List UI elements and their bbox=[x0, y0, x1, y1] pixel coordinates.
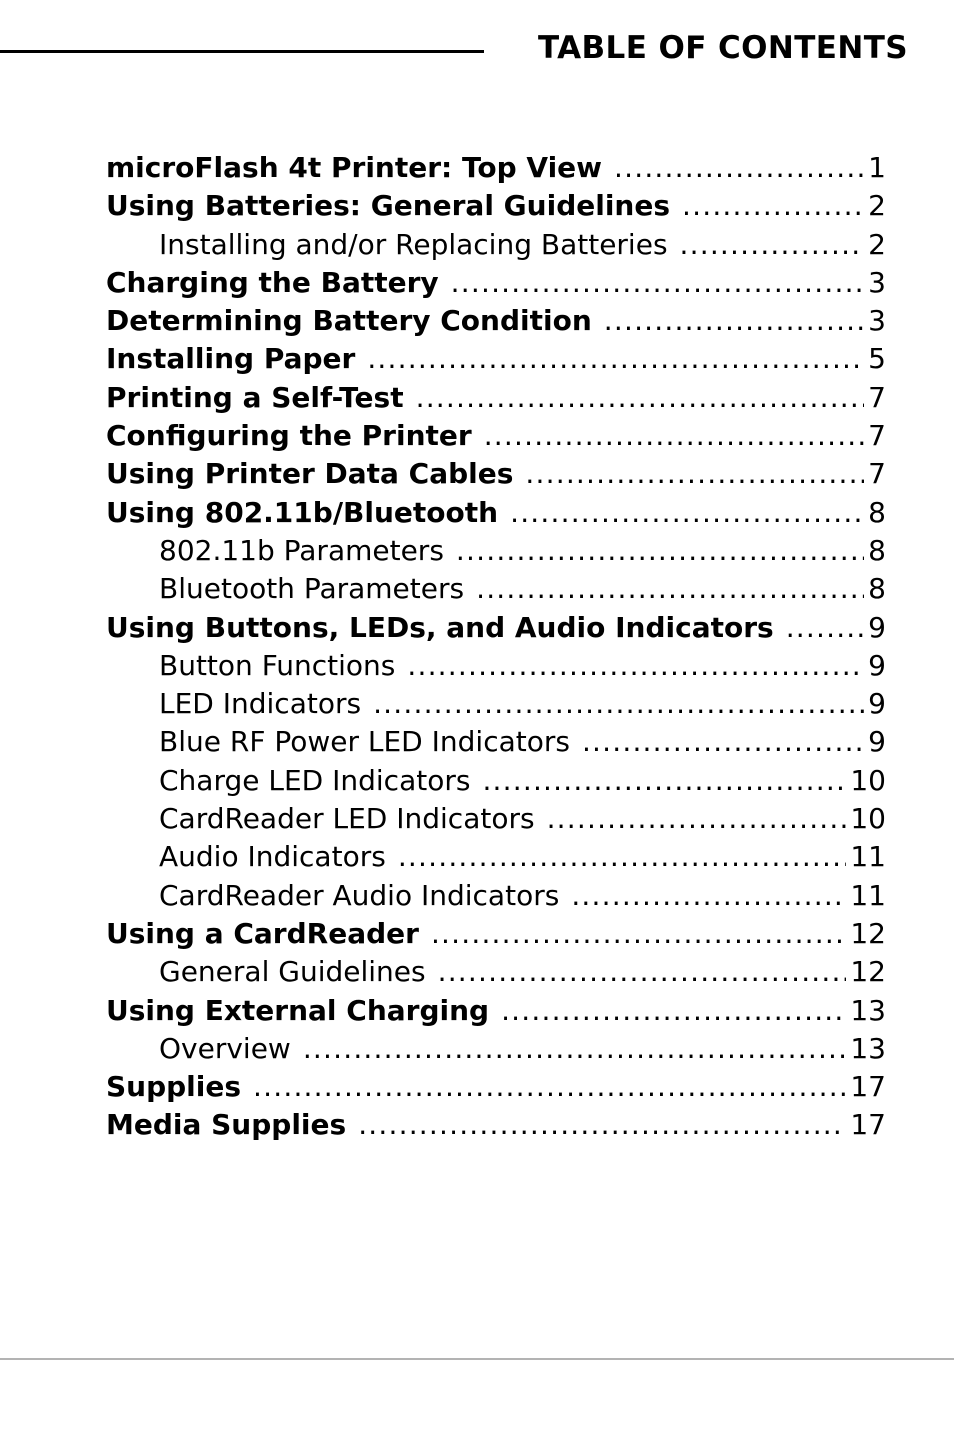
toc-entry-page-number: 9 bbox=[868, 610, 886, 644]
dot-leader bbox=[456, 532, 864, 570]
dot-leader bbox=[398, 838, 847, 876]
toc-entry-title: Using a CardReader bbox=[106, 916, 419, 950]
toc-entry-page-number: 11 bbox=[850, 878, 886, 912]
toc-entry-page-number: 17 bbox=[850, 1108, 886, 1142]
toc-entry-page-number: 7 bbox=[868, 457, 886, 491]
toc-entry-page-number: 7 bbox=[868, 380, 886, 414]
toc-entry-page-number: 9 bbox=[868, 648, 886, 682]
dot-leader bbox=[451, 264, 864, 302]
dot-leader bbox=[484, 417, 864, 455]
toc-entry-page-number: 2 bbox=[868, 189, 886, 223]
header-rule bbox=[0, 50, 484, 53]
toc-section-entry[interactable] bbox=[106, 494, 886, 532]
toc-entry-title: microFlash 4t Printer: Top View bbox=[106, 151, 603, 184]
toc-entry-page-number: 8 bbox=[868, 533, 886, 567]
toc-subsection-entry[interactable] bbox=[106, 762, 886, 800]
dot-leader bbox=[614, 149, 864, 187]
toc-entry-title: Button Functions bbox=[159, 648, 396, 682]
toc-entry-title: Charging the Battery bbox=[106, 265, 439, 299]
dot-leader bbox=[416, 379, 864, 417]
dot-leader bbox=[303, 1030, 847, 1068]
dot-leader bbox=[407, 647, 864, 685]
toc-section-entry[interactable] bbox=[106, 187, 886, 225]
toc-entry-page-number: 11 bbox=[850, 840, 886, 874]
toc-section-entry[interactable] bbox=[106, 379, 886, 417]
toc-subsection-entry[interactable] bbox=[106, 877, 886, 915]
toc-section-entry[interactable] bbox=[106, 915, 886, 953]
toc-section-entry[interactable] bbox=[106, 455, 886, 493]
dot-leader bbox=[438, 953, 847, 991]
toc-entry-title: Printing a Self-Test bbox=[106, 380, 404, 414]
toc-section-entry[interactable] bbox=[106, 1106, 886, 1144]
toc-entry-title: Charge LED Indicators bbox=[159, 763, 471, 797]
toc-entry-page-number: 12 bbox=[850, 955, 886, 989]
toc-entry-page-number: 3 bbox=[868, 265, 886, 299]
toc-entry-title: Using 802.11b/Bluetooth bbox=[106, 495, 499, 529]
toc-entry-title: Installing Paper bbox=[106, 342, 356, 376]
toc-entry-page-number: 5 bbox=[868, 342, 886, 376]
dot-leader bbox=[682, 187, 864, 225]
toc-subsection-entry[interactable] bbox=[106, 1030, 886, 1068]
dot-leader bbox=[510, 494, 864, 532]
dot-leader bbox=[358, 1106, 846, 1144]
dot-leader bbox=[680, 226, 864, 264]
toc-section-entry[interactable] bbox=[106, 302, 886, 340]
dot-leader bbox=[604, 302, 864, 340]
toc-entry-title: General Guidelines bbox=[159, 955, 426, 989]
toc-entry-title: LED Indicators bbox=[159, 687, 362, 721]
toc-subsection-entry[interactable] bbox=[106, 723, 886, 761]
toc-entry-page-number: 8 bbox=[868, 495, 886, 529]
dot-leader bbox=[547, 800, 847, 838]
toc-entry-title: Determining Battery Condition bbox=[106, 304, 592, 338]
page-title: TABLE OF CONTENTS bbox=[538, 30, 908, 66]
toc-entry-page-number: 1 bbox=[868, 151, 886, 184]
toc-entry-page-number: 12 bbox=[850, 916, 886, 950]
dot-leader bbox=[786, 609, 864, 647]
dot-leader bbox=[501, 992, 846, 1030]
toc-entry-title: Media Supplies bbox=[106, 1108, 347, 1142]
toc-entry-title: Installing and/or Replacing Batteries bbox=[159, 227, 668, 261]
toc-section-entry[interactable] bbox=[106, 417, 886, 455]
toc-entry-page-number: 9 bbox=[868, 725, 886, 759]
toc-subsection-entry[interactable] bbox=[106, 800, 886, 838]
toc-entry-title: CardReader LED Indicators bbox=[159, 802, 535, 836]
toc-section-entry[interactable] bbox=[106, 1068, 886, 1106]
toc-entry-title: 802.11b Parameters bbox=[159, 533, 444, 567]
toc-section-entry[interactable] bbox=[106, 609, 886, 647]
toc-entry-title: Bluetooth Parameters bbox=[159, 572, 465, 606]
table-of-contents bbox=[106, 149, 886, 1145]
dot-leader bbox=[373, 685, 864, 723]
toc-entry-title: CardReader Audio Indicators bbox=[159, 878, 560, 912]
toc-entry-page-number: 3 bbox=[868, 304, 886, 338]
dot-leader bbox=[571, 877, 846, 915]
toc-section-entry[interactable] bbox=[106, 340, 886, 378]
dot-leader bbox=[253, 1068, 846, 1106]
dot-leader bbox=[431, 915, 846, 953]
toc-entry-page-number: 7 bbox=[868, 419, 886, 453]
toc-subsection-entry[interactable] bbox=[106, 838, 886, 876]
toc-entry-page-number: 10 bbox=[850, 763, 886, 797]
dot-leader bbox=[582, 723, 864, 761]
toc-entry-page-number: 2 bbox=[868, 227, 886, 261]
toc-entry-page-number: 13 bbox=[850, 1031, 886, 1065]
toc-section-entry[interactable] bbox=[106, 992, 886, 1030]
dot-leader bbox=[525, 455, 864, 493]
dot-leader bbox=[482, 762, 846, 800]
toc-entry-title: Supplies bbox=[106, 1070, 242, 1104]
toc-entry-page-number: 13 bbox=[850, 993, 886, 1027]
dot-leader bbox=[476, 570, 864, 608]
toc-entry-page-number: 17 bbox=[850, 1070, 886, 1104]
toc-entry-title: Using Batteries: General Guidelines bbox=[106, 189, 671, 223]
toc-subsection-entry[interactable] bbox=[106, 685, 886, 723]
toc-entry-page-number: 10 bbox=[850, 802, 886, 836]
toc-entry-title: Overview bbox=[159, 1031, 291, 1065]
toc-entry-title: Using Printer Data Cables bbox=[106, 457, 514, 491]
toc-subsection-entry[interactable] bbox=[106, 953, 886, 991]
toc-entry-title: Configuring the Printer bbox=[106, 419, 472, 453]
toc-subsection-entry[interactable] bbox=[106, 570, 886, 608]
toc-entry-page-number: 9 bbox=[868, 687, 886, 721]
toc-entry-title: Audio Indicators bbox=[159, 840, 386, 874]
toc-entry-title: Using External Charging bbox=[106, 993, 490, 1027]
toc-section-entry[interactable] bbox=[106, 264, 886, 302]
toc-subsection-entry[interactable] bbox=[106, 532, 886, 570]
dot-leader bbox=[367, 340, 864, 378]
toc-section-entry[interactable] bbox=[106, 149, 886, 187]
toc-entry-title: Blue RF Power LED Indicators bbox=[159, 725, 570, 759]
toc-entry-page-number: 8 bbox=[868, 572, 886, 606]
toc-subsection-entry[interactable] bbox=[106, 226, 886, 264]
toc-subsection-entry[interactable] bbox=[106, 647, 886, 685]
footer-rule bbox=[0, 1358, 954, 1360]
toc-entry-title: Using Buttons, LEDs, and Audio Indicators bbox=[106, 610, 774, 644]
